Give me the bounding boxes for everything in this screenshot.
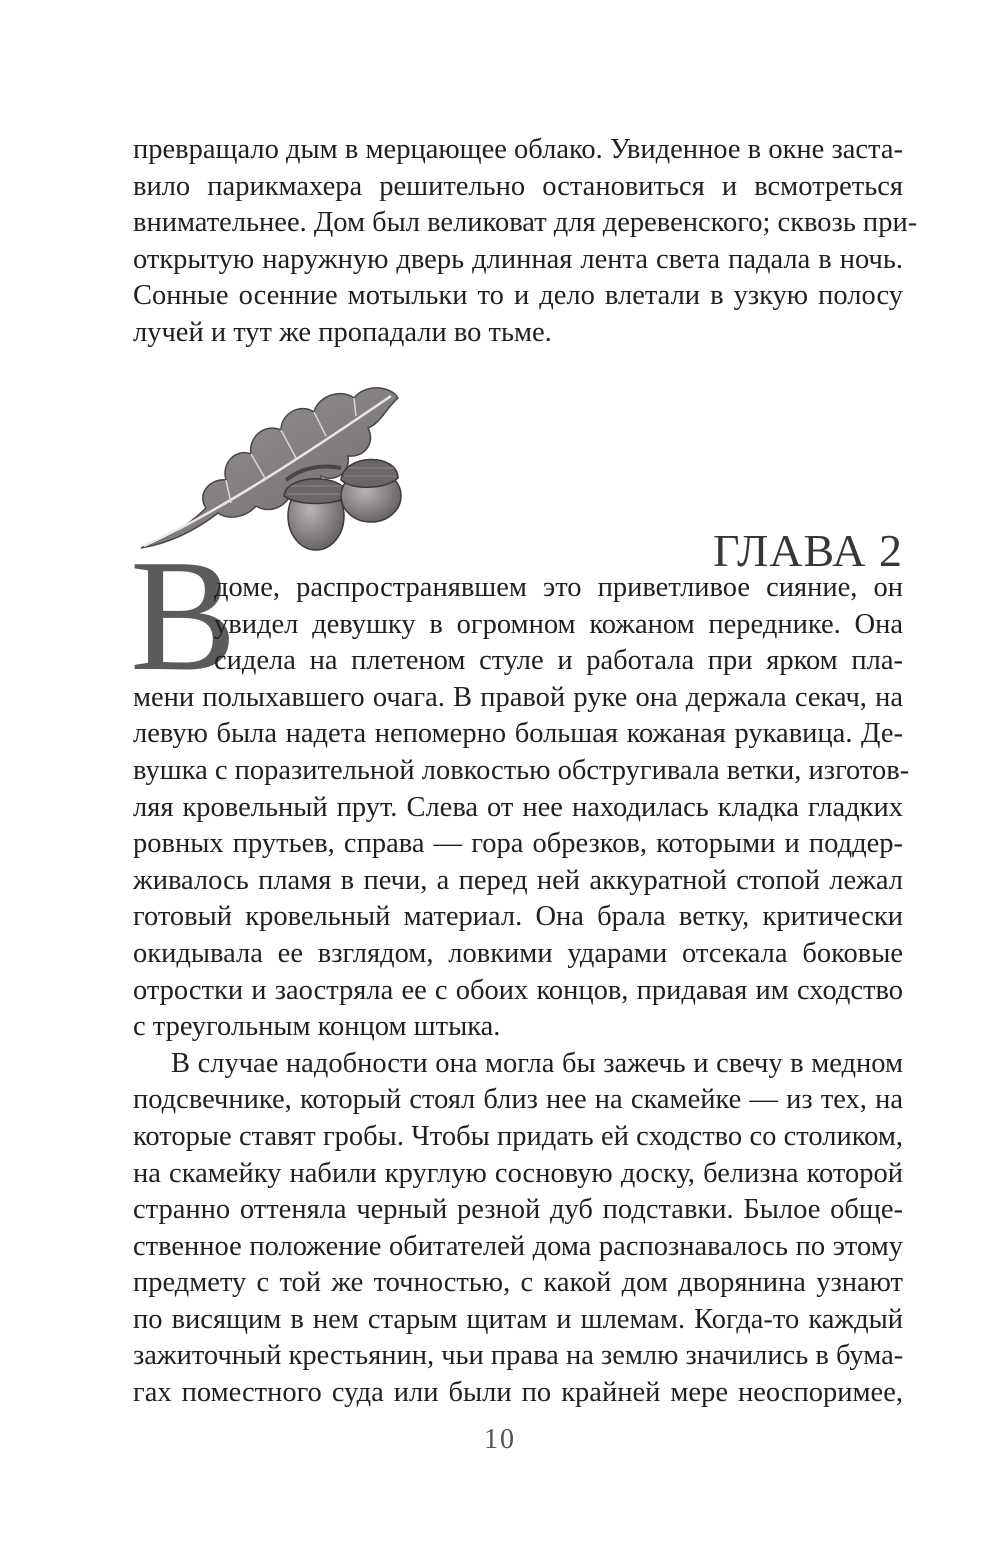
text-line: ляя кровельный прут. Слева от нее находилась кладка гладких [133, 791, 903, 823]
text-line: по висящим в нем старым щитам и шлемам. Когда-то каждый [133, 1303, 903, 1335]
text-line: В случае надобности она могла бы зажечь и свечу в медном [171, 1047, 903, 1079]
text-line: мени полыхавшего очага. В правой руке она держала секач, на [133, 681, 903, 713]
text-line: лучей и тут же пропадали во тьме. [133, 316, 552, 348]
text-line: предмету с той же точностью, с какой дом дворянина узнают [133, 1267, 903, 1299]
text-line: странно оттеняла черный резной дуб подставки. Былое обще- [133, 1194, 903, 1226]
text-line: вило парикмахера решительно остановиться и всмотреться [133, 170, 903, 202]
text-line: увидел девушку в огромном кожаном переднике. Она [214, 608, 903, 640]
text-line: сидела на плетеном стуле и работала при ярком пла- [214, 645, 903, 677]
text-line: подсвечнике, который стоял близ нее на скамейке — из тех, на [133, 1084, 903, 1116]
chapter-title: ГЛАВА 2 [712, 525, 903, 577]
text-line: ровных прутьев, справа — гора обрезков, которыми и поддер- [133, 828, 903, 860]
text-line: доме, распространявшем это приветливое сияние, он [214, 572, 903, 603]
text-line: отростки и заостряла ее с обоих концов, придавая им сходство [133, 974, 903, 1006]
text-line: живалось пламя в печи, а перед ней аккуратной стопой лежал [133, 864, 903, 896]
chapter-text [133, 570, 910, 1412]
intro-paragraph [133, 132, 918, 352]
text-line: Сонные осенние мотыльки то и дело влетали в узкую полосу [133, 280, 903, 312]
text-line: которые ставят гробы. Чтобы придать ей сходство со столиком, [133, 1120, 903, 1152]
text-line: окидывала ее взглядом, ловкими ударами отсекала боковые [133, 937, 903, 969]
text-line: гах поместного суда или были по крайней мере неоспоримее, [133, 1377, 903, 1409]
text-line: с треугольным концом штыка. [133, 1011, 501, 1043]
page-number: 10 [484, 1424, 516, 1455]
text-line: превращало дым в мерцающее облако. Увиденное в окне заста- [133, 134, 903, 165]
text-line: левую была надета непомерно большая кожаная рукавица. Де- [133, 718, 903, 750]
text-line: зажиточный крестьянин, чьи права на землю значились в бума- [133, 1340, 904, 1372]
text-line: открытую наружную дверь длинная лента света падала в ночь. [133, 243, 903, 275]
text-line: на скамейку набили круглую сосновую доску, белизна которой [133, 1157, 903, 1189]
text-line: ственное положение обитателей дома распознавалось по этому [133, 1230, 903, 1262]
drop-cap: В [130, 526, 237, 704]
text-line: готовый кровельный материал. Она брала ветку, критически [133, 901, 903, 933]
text-line: внимательнее. Дом был великоват для деревенского; сквозь при- [133, 207, 918, 239]
text-line: вушка с поразительной ловкостью обстругивала ветки, изготов- [133, 754, 910, 786]
